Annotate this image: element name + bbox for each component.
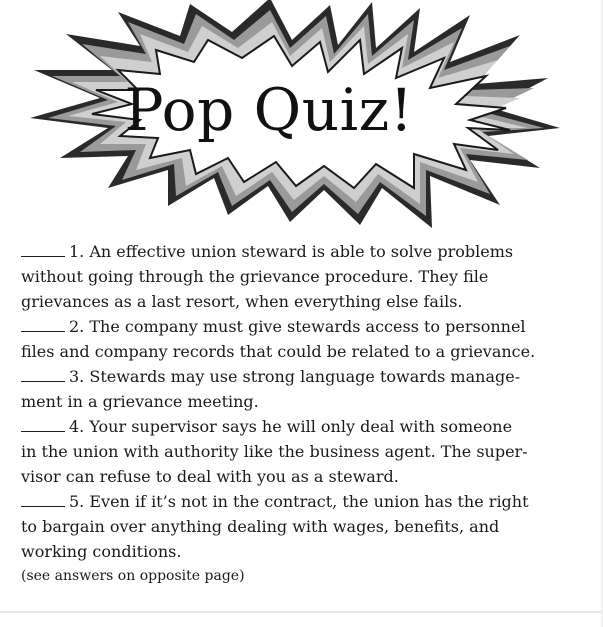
question-1-line-2: without going through the grievance procedure. They file — [21, 267, 489, 286]
question-5-line-3: working conditions. — [21, 542, 182, 561]
question-item-3 — [21, 364, 587, 414]
question-item-4 — [21, 414, 587, 489]
bottom-divider — [0, 611, 603, 613]
question-item-2 — [21, 314, 587, 364]
quiz-title: Pop Quiz! — [124, 76, 414, 144]
question-number-5: 5. — [69, 492, 85, 511]
question-2-line-1: The company must give stewards access to personnel — [89, 317, 526, 336]
answer-blank-1[interactable] — [21, 255, 65, 257]
question-item-5 — [21, 489, 587, 564]
question-5-line-1: Even if it’s not in the contract, the union has the right — [89, 492, 529, 511]
question-item-1 — [21, 239, 587, 314]
answer-blank-5[interactable] — [21, 505, 65, 507]
question-4-line-1: Your supervisor says he will only deal with someone — [89, 417, 513, 436]
question-2-line-2: files and company records that could be related to a grievance. — [21, 342, 536, 361]
question-1-line-3: grievances as a last resort, when everything else fails. — [21, 292, 463, 311]
question-list — [21, 239, 587, 588]
question-5-line-2: to bargain over anything dealing with wages, benefits, and — [21, 517, 500, 536]
answer-blank-4[interactable] — [21, 430, 65, 432]
question-number-4: 4. — [69, 417, 85, 436]
question-3-line-2: ment in a grievance meeting. — [21, 392, 259, 411]
answers-footnote: (see answers on opposite page) — [21, 568, 245, 584]
pop-quiz-starburst — [0, 0, 603, 230]
question-number-1: 1. — [69, 242, 85, 261]
question-4-line-2: in the union with authority like the business agent. The super- — [21, 442, 528, 461]
question-number-3: 3. — [69, 367, 85, 386]
answer-blank-2[interactable] — [21, 330, 65, 332]
answer-blank-3[interactable] — [21, 380, 65, 382]
question-number-2: 2. — [69, 317, 85, 336]
question-4-line-3: visor can refuse to deal with you as a steward. — [21, 467, 399, 486]
question-3-line-1: Stewards may use strong language towards manage- — [89, 367, 521, 386]
question-1-line-1: An effective union steward is able to solve problems — [89, 242, 514, 261]
